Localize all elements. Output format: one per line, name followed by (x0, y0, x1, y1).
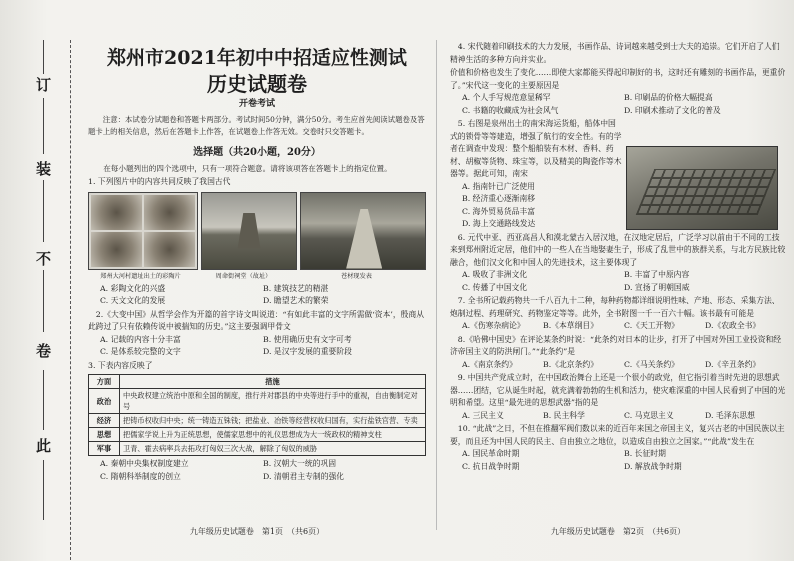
exam-subject-title: 历史试题卷 (207, 72, 307, 96)
section-title: 选择题（共20小题，20分） (193, 147, 321, 158)
question-8-stem: 8.《哈佛中国史》在评论某条约时说：“此条约对日本的让步，打开了中国对外国工业投资和经济帝国主义的防洪闸门。”“此条约”是 (450, 334, 782, 356)
option-c: C. 抗日战争时期 (462, 461, 520, 471)
option-a: A. 彩陶文化的兴盛 (100, 283, 166, 293)
question-9-stem: 9. 中国共产党成立时，在中国政治舞台上还是一个很小的政党，但它指引着当时先进的思想武器……团结，它从诞生时起，就充满着勃勃的生机和活力，使灾难深重的中国人民看到了中国的光明和希望。这里“最先进的思想武器”指的是 (450, 373, 786, 407)
binding-line (43, 270, 44, 332)
option-d: D. 宣扬了明朝国威 (624, 282, 690, 292)
table-row (89, 389, 426, 414)
binding-line (43, 180, 44, 242)
table-row (89, 442, 426, 456)
option-c: C. 书籍的收藏成为社会风气 (462, 105, 559, 115)
option-c: C. 传播了中国文化 (462, 282, 528, 292)
question-2-stem: 2.《大变中国》从哲学会作为开篇的首字诗文叫说道：“有如此丰富的文字所需做‘资本’，殷商从此跨过了只有依赖传说中被揣知的历史。”这主要强调甲骨文 (88, 309, 425, 331)
exam-title: 郑州市2021年初中中招适应性测试 (107, 47, 407, 69)
binding-dashed-line (70, 40, 71, 560)
question-3-options (88, 458, 426, 483)
question-10-stem: 10. “此战”之日，不但在推翻军阀们数以来的近百年来国之帝国主义，复兴古老的中国民族以主要，而且还为中国人民的民主、自由独立之地位，以造成自由独立之国家。”“此战”发生在 (450, 424, 785, 446)
photo-caption-1: 郑州大河村遗址出土的彩陶片 (100, 272, 181, 280)
table-header-row (89, 375, 426, 389)
option-d: D. 解放战争时期 (624, 461, 682, 471)
option-a: A. 记载的内容十分丰富 (100, 334, 181, 344)
table-row (89, 414, 426, 428)
pottery-shard-image (144, 232, 195, 267)
option-d: D. 瞻望艺术的繁荣 (263, 296, 329, 305)
question-1-photos (88, 192, 426, 270)
option-d: D.《辛丑条约》 (705, 359, 761, 369)
question-2-options (88, 334, 426, 359)
question-1-stem: 1. 下列图片中的内容共同反映了我国古代 (88, 177, 231, 186)
option-c: C. 海外贸易货品丰富 (462, 206, 536, 216)
song-ship-photo (626, 146, 778, 230)
binding-char-1: 此 (36, 437, 52, 455)
option-b: B. 汉朝大一统的巩固 (263, 459, 337, 468)
left-page-footer: 九年级历史试题卷 第1页 （共6页） (189, 527, 325, 536)
option-b: B. 长征时期 (624, 449, 666, 458)
section-instruction: 在每小题列出的四个选项中，只有一项符合题意。请将该项答在答题卡上的指定位置。 (103, 164, 392, 173)
pottery-photo (88, 192, 198, 270)
ruins-photo (300, 192, 426, 270)
table-cell: 政治 (89, 389, 120, 414)
table-cell: 把儒家学说上升为正统思想，使儒家思想中的礼仪思想成为大一统政权的精神支柱 (120, 428, 426, 442)
option-b: B.《北京条约》 (543, 359, 598, 369)
option-d: D. 是汉字发展的重要阶段 (263, 347, 352, 356)
table-cell: 经济 (89, 414, 120, 428)
binding-char-3: 不 (36, 250, 52, 268)
question-1-captions (88, 272, 426, 281)
option-d: D. 印刷术推动了文化的普及 (624, 105, 721, 115)
question-7-stem: 7. 全书所记载药物共一千八百九十二种，每种药物都详细说明性味、产地、形态、采集方法、炮制过程、药理研究、药物鉴定等等。此外，全书附图一千一百六十幅。该书最有可能是 (450, 296, 780, 318)
option-b: B. 丰富了中原内容 (624, 270, 690, 279)
option-a: A.《伤寒杂病论》 (462, 321, 525, 330)
table-cell: 把铸币权收归中央；统一铸造五铢钱；把盐业、冶铁等经营权收归国有，实行盐铁官营、专卖 (120, 414, 426, 428)
option-c: C. 是体系较完整的文字 (100, 347, 181, 356)
option-a: A. 指南针已广泛使用 (462, 181, 535, 191)
option-a: A.《南京条约》 (462, 359, 517, 369)
exam-note: 注意：本试卷分试题卷和答题卡两部分。考试时间50分钟，满分50分。考生应首先阅读试题卷及答题卡上的相关信息，然后在答题卡上作答，在试题卷上作答无效。交卷时只交答题卡。 (88, 115, 425, 136)
question-5-stem: 5. 右图是泉州出土的南宋海运货船，船体中国式的锁骨等等建造，增强了航行的安全性。有的学者在调查中发现：整个船舶装有木材、香料、药材、胡椒等货物、珠宝等，以及精美的陶瓷作等木器等。据此可知，南宋 (450, 119, 622, 178)
question-4-options (450, 92, 786, 117)
table-row (89, 428, 426, 442)
right-page-footer: 九年级历史试题卷 第2页 （共6页） (550, 527, 686, 536)
question-3-stem: 3. 下表内容反映了 (88, 360, 153, 370)
option-c: C. 隋朝科举制度的创立 (100, 471, 181, 481)
table-cell: 思想 (89, 428, 120, 442)
option-c: C.《天工开物》 (624, 321, 679, 330)
question-8-options (450, 359, 786, 372)
question-5-options (450, 181, 622, 231)
photo-caption-2: 周命街祠堂（故址） (215, 272, 272, 280)
page-divider (436, 40, 437, 530)
table-header: 方面 (89, 375, 120, 389)
binding-line (43, 98, 44, 154)
pottery-shard-image (91, 232, 142, 267)
question-1-options (88, 283, 426, 308)
option-a: A. 吸收了非洲文化 (462, 270, 528, 279)
option-d: D. 清朝君主专制的强化 (263, 471, 345, 481)
binding-line (43, 40, 44, 74)
question-9-options (450, 410, 786, 423)
binding-char-4: 装 (36, 160, 52, 178)
observatory-photo (201, 192, 297, 270)
binding-strip (14, 40, 54, 510)
question-6-options (450, 269, 786, 294)
right-page (450, 40, 786, 473)
option-a: A. 三民主义 (462, 410, 504, 420)
option-c: C.《马关条约》 (624, 359, 679, 369)
option-b: B.《本草纲目》 (543, 321, 598, 330)
question-4-stem-continued: 价值和价格也发生了变化……即使大家都能买得起印制好的书，这时还有雕刻的书画作品，更重价了。”宋代这一变化的主要原因是 (450, 68, 786, 90)
table-cell: 卫青、霍去病率兵去拓攻打匈奴三次大战，解除了匈奴的威胁 (120, 442, 426, 456)
left-page (88, 40, 426, 483)
option-b: B. 使用确历史有文字可考 (263, 334, 352, 344)
binding-line (43, 460, 44, 520)
photo-caption-3: 苍材现发表 (341, 272, 372, 280)
option-a: A. 个人手写规范意显稀罕 (462, 93, 551, 102)
pottery-shard-image (144, 195, 195, 230)
option-b: B. 建筑技艺的精湛 (263, 283, 329, 293)
table-cell: 中央政权建立统治中原和全国的制度，推行并对郡县的中央等进行手中的重视，自由衡制定对号 (120, 389, 426, 414)
option-d: D. 海上交通路线发达 (462, 219, 536, 228)
option-c: C. 天文文化的发展 (100, 296, 166, 305)
binding-line (43, 370, 44, 430)
option-b: B. 民主科学 (543, 410, 585, 420)
question-4-stem: 4. 宋代随着印刷技术的大力发展，书画作品、诗词越来越受到士大夫的追崇。它们开启了人们精神生活的多种方向并实业。 (450, 42, 780, 64)
question-10-options (450, 448, 786, 473)
question-7-options (450, 320, 786, 333)
binding-char-2: 卷 (36, 342, 52, 360)
binding-char-5: 订 (36, 76, 52, 94)
table-cell: 军事 (89, 442, 120, 456)
option-a: A. 国民革命时期 (462, 449, 520, 458)
option-c: C. 马克思主义 (624, 410, 674, 420)
option-b: B. 经济重心逐渐南移 (462, 194, 536, 203)
option-a: A. 秦朝中央集权制度建立 (100, 459, 189, 468)
option-b: B. 印刷品的价格大幅提高 (624, 93, 713, 102)
table-header: 措施 (120, 375, 426, 389)
pottery-shard-image (91, 195, 142, 230)
question-6-stem: 6. 元代中亚、西亚高昌人和漠北蒙古入居汉地，在汉地定居后，广泛学习以前由于不同的工技来到郑州附近定居，他们中的一些人在当地娶妻生子，形成了乱世中的族群关系，与北方民族比较融合，他们汉文化和中国人的先进技术，这主要体现了 (450, 232, 786, 267)
option-d: D.《农政全书》 (705, 321, 761, 330)
question-3-table (88, 374, 426, 456)
exam-mode: 开卷考试 (238, 99, 275, 109)
option-d: D. 毛泽东思想 (705, 410, 755, 420)
